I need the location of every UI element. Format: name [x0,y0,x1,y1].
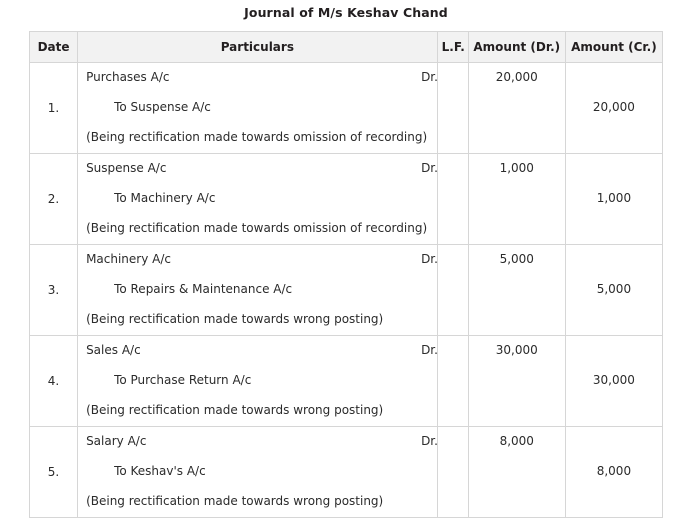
dr-tag-label: Dr. [421,343,438,357]
lf-cell [437,245,468,336]
header-row [30,32,663,63]
lf-cell [437,336,468,427]
entry-date-cell: 4. [30,336,78,427]
entry-date-cell: 1. [30,63,78,154]
dr-tag-label: Dr. [421,70,438,84]
dr-tag-label: Dr. [421,161,438,175]
amount-dr-value: 8,000 [499,434,534,448]
credit-account-label: To Purchase Return A/c [114,373,252,387]
amount-cr-value: 20,000 [592,100,635,114]
credit-account-label: To Machinery A/c [114,191,216,205]
journal-table [29,31,663,518]
lf-cell [437,427,468,518]
entry-date-cell: 3. [30,245,78,336]
table-row [30,154,663,245]
amount-dr-value: 30,000 [495,343,538,357]
table-row [30,336,663,427]
amount-cr-value: 30,000 [592,373,635,387]
amount-cr-value: 5,000 [596,282,632,296]
credit-account-label: To Suspense A/c [114,100,211,114]
table-header [30,32,663,63]
amount-cr-cell [565,427,662,518]
dr-tag-label: Dr. [421,434,438,448]
amount-dr-value: 1,000 [499,161,534,175]
amount-cr-value: 8,000 [596,464,632,478]
entry-date-cell: 2. [30,154,78,245]
column-header-particulars: Particulars [78,32,438,63]
narration-label: (Being rectification made towards omission of recording) [86,221,428,235]
lf-cell [437,154,468,245]
credit-account-label: To Repairs & Maintenance A/c [114,282,293,296]
journal-table-wrapper [29,31,663,518]
table-body [30,63,663,518]
amount-dr-cell [468,336,565,427]
amount-cr-cell [565,63,662,154]
debit-account-label: Purchases A/c [86,70,170,84]
page-title: Journal of M/s Keshav Chand [244,5,448,20]
narration-label: (Being rectification made towards wrong posting) [86,312,384,326]
amount-cr-cell [565,154,662,245]
particulars-cell [78,245,438,336]
column-header-date: Date [30,32,78,63]
particulars-cell [78,63,438,154]
table-row [30,427,663,518]
entry-date-cell: 5. [30,427,78,518]
amount-dr-value: 5,000 [499,252,534,266]
dr-tag-label: Dr. [421,252,438,266]
lf-cell [437,63,468,154]
amount-cr-cell [565,336,662,427]
table-row [30,245,663,336]
narration-label: (Being rectification made towards wrong posting) [86,403,384,417]
table-row [30,63,663,154]
debit-account-label: Machinery A/c [86,252,171,266]
debit-account-label: Salary A/c [86,434,147,448]
column-header-amount-dr: Amount (Dr.) [468,32,565,63]
amount-dr-cell [468,427,565,518]
credit-account-label: To Keshav's A/c [114,464,206,478]
narration-label: (Being rectification made towards wrong posting) [86,494,384,508]
particulars-cell [78,336,438,427]
amount-cr-value: 1,000 [596,191,632,205]
column-header-lf: L.F. [437,32,468,63]
debit-account-label: Suspense A/c [86,161,167,175]
amount-dr-cell [468,245,565,336]
amount-dr-cell [468,154,565,245]
amount-dr-cell [468,63,565,154]
particulars-cell [78,427,438,518]
narration-label: (Being rectification made towards omission of recording) [86,130,428,144]
amount-cr-cell [565,245,662,336]
debit-account-label: Sales A/c [86,343,141,357]
column-header-amount-cr: Amount (Cr.) [565,32,662,63]
amount-dr-value: 20,000 [495,70,538,84]
particulars-cell [78,154,438,245]
